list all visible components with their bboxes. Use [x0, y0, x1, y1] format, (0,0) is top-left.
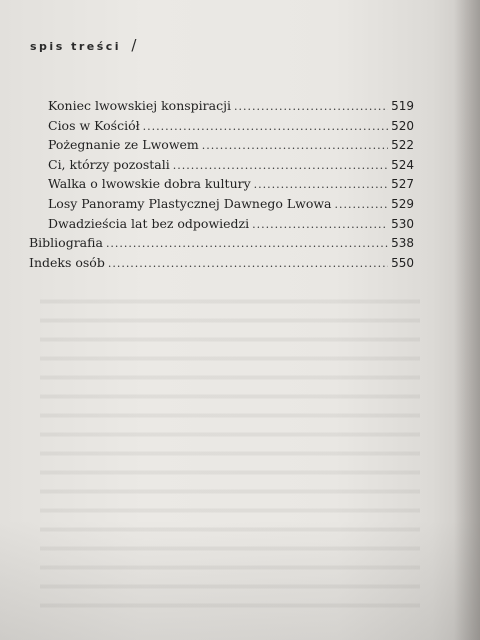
toc-entry	[29, 137, 414, 157]
running-header-title: spis treści	[30, 40, 122, 53]
toc-entry-page: 530	[391, 216, 414, 231]
running-header	[30, 36, 136, 54]
toc-dot-leader	[234, 100, 388, 113]
toc-dot-leader	[143, 120, 388, 133]
toc-dot-leader	[252, 218, 388, 231]
toc-entry	[29, 157, 414, 177]
running-header-separator: /	[131, 36, 137, 54]
toc-dot-leader	[335, 198, 389, 211]
toc-entry	[29, 196, 414, 216]
toc-entry	[29, 176, 414, 196]
toc-entry-page: 522	[391, 138, 414, 153]
toc-entry	[29, 118, 414, 138]
toc-dot-leader	[202, 139, 388, 152]
toc-entry	[29, 216, 414, 236]
toc-entry	[29, 255, 414, 275]
toc-entry-title: Ci, którzy pozostali	[48, 156, 170, 172]
toc-dot-leader	[254, 178, 388, 191]
toc-entry-page: 527	[391, 177, 414, 192]
toc-entry-title: Koniec lwowskiej konspiracji	[48, 98, 231, 113]
toc-entry-page: 529	[391, 196, 414, 211]
toc-entry-title: Bibliografia	[29, 235, 103, 251]
toc-entry-title: Pożegnanie ze Lwowem	[48, 137, 199, 153]
toc-dot-leader	[108, 257, 388, 270]
toc-entry-page: 538	[391, 236, 414, 251]
toc-entry-page: 519	[391, 99, 414, 113]
toc-entry-title: Cios w Kościół	[48, 117, 140, 133]
table-of-contents	[29, 98, 414, 274]
toc-entry-title: Indeks osób	[29, 254, 105, 270]
toc-entry-title: Dwadzieścia lat bez odpowiedzi	[48, 215, 250, 231]
toc-entry	[29, 235, 414, 255]
toc-dot-leader	[173, 159, 388, 172]
toc-entry-title: Walka o lwowskie dobra kultury	[48, 176, 251, 192]
toc-entry-title: Losy Panoramy Plastycznej Dawnego Lwowa	[48, 195, 332, 211]
toc-entry-page: 550	[391, 255, 414, 270]
toc-entry-page: 524	[391, 157, 414, 172]
toc-dot-leader	[106, 237, 388, 250]
toc-entry	[29, 98, 414, 118]
toc-entry-page: 520	[391, 118, 414, 133]
bleed-through-text	[40, 290, 420, 610]
